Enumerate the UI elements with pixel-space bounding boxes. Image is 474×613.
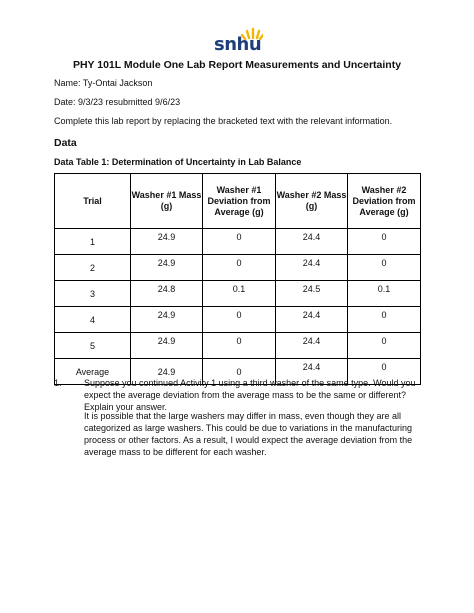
- washer1-mass-cell: 24.9: [131, 229, 203, 255]
- washer2-deviation-cell: 0.1: [348, 281, 421, 307]
- washer1-mass-cell: 24.9: [131, 255, 203, 281]
- header-washer2-deviation: Washer #2 Deviation from Average (g): [348, 174, 421, 229]
- washer2-deviation-cell: 0: [348, 359, 421, 385]
- question-number: 1.: [54, 378, 62, 388]
- table-row: [55, 307, 421, 333]
- washer2-deviation-cell: 0: [348, 229, 421, 255]
- data-section-heading: Data: [54, 137, 77, 149]
- washer2-mass-cell: 24.4: [276, 229, 348, 255]
- washer1-deviation-cell: 0: [203, 359, 276, 385]
- table-row: [55, 255, 421, 281]
- question-text: Suppose you continued Activity 1 using a third washer of the same type. Would you expect the average deviation from the average mass to be the same or different? Explain your answer.: [84, 378, 416, 412]
- washer1-mass-cell: 24.9: [131, 307, 203, 333]
- washer1-deviation-cell: 0: [203, 255, 276, 281]
- header-washer1-mass: Washer #1 Mass (g): [131, 174, 203, 229]
- table-header-row: [55, 174, 421, 229]
- table-row: [55, 281, 421, 307]
- washer2-deviation-cell: 0: [348, 333, 421, 359]
- washer1-deviation-cell: 0: [203, 229, 276, 255]
- washer1-deviation-cell: 0: [203, 333, 276, 359]
- washer1-mass-cell: 24.9: [131, 359, 203, 385]
- washer1-deviation-cell: 0: [203, 307, 276, 333]
- trial-cell: 4: [55, 307, 131, 333]
- washer2-mass-cell: 24.5: [276, 281, 348, 307]
- trial-cell: 2: [55, 255, 131, 281]
- washer2-mass-cell: 24.4: [276, 307, 348, 333]
- name-line: Name: Ty-Ontai Jackson: [54, 78, 153, 88]
- table-row: [55, 229, 421, 255]
- document-title: PHY 101L Module One Lab Report Measurements and Uncertainty: [72, 59, 402, 71]
- header-washer1-deviation: Washer #1 Deviation from Average (g): [203, 174, 276, 229]
- date-line: Date: 9/3/23 resubmitted 9/6/23: [54, 97, 181, 107]
- washer2-mass-cell: 24.4: [276, 359, 348, 385]
- washer2-mass-cell: 24.4: [276, 255, 348, 281]
- washer2-deviation-cell: 0: [348, 255, 421, 281]
- trial-cell: 1: [55, 229, 131, 255]
- answer-text: It is possible that the large washers may differ in mass, even though they are all categorized as large washers. This could be due to variations in the manufacturing process or other factors. As a result, I would expect the average deviation from the average mass to be different for each washer.: [84, 411, 413, 457]
- washer1-mass-cell: 24.8: [131, 281, 203, 307]
- instructions-text: Complete this lab report by replacing the bracketed text with the relevant information.: [54, 116, 393, 126]
- data-table: [54, 173, 421, 385]
- trial-cell: 5: [55, 333, 131, 359]
- trial-cell: Average: [55, 359, 131, 385]
- washer2-mass-cell: 24.4: [276, 333, 348, 359]
- header-washer2-mass: Washer #2 Mass (g): [276, 174, 348, 229]
- header-trial: Trial: [55, 174, 131, 229]
- snhu-logo: [214, 26, 264, 56]
- table-row: [55, 333, 421, 359]
- table-heading: Data Table 1: Determination of Uncertainty in Lab Balance: [54, 157, 302, 167]
- washer2-deviation-cell: 0: [348, 307, 421, 333]
- washer1-mass-cell: 24.9: [131, 333, 203, 359]
- logo-text: snhu: [214, 34, 262, 55]
- washer1-deviation-cell: 0.1: [203, 281, 276, 307]
- trial-cell: 3: [55, 281, 131, 307]
